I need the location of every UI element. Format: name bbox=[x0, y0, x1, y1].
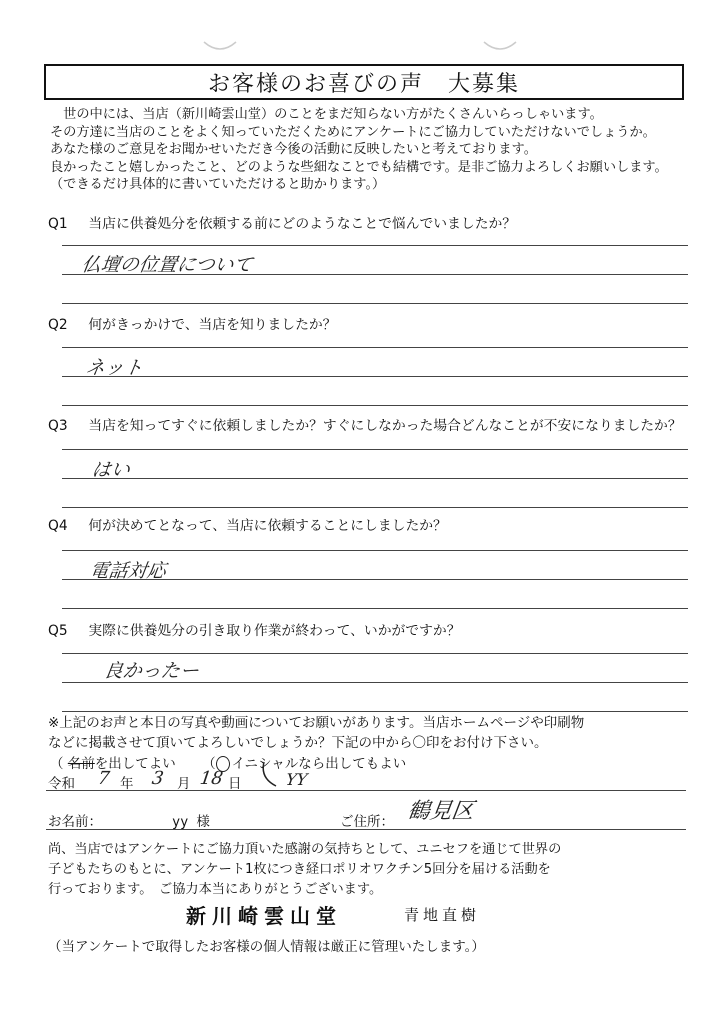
answer-2-handwriting: ネット bbox=[84, 357, 145, 379]
address-label: ご住所： bbox=[340, 814, 394, 830]
intro-line: あなた様のご意見をお聞かせいただき今後の活動に反映したいと考えております。 bbox=[50, 142, 537, 157]
date-year-unit: 年 bbox=[120, 776, 134, 792]
answer-line bbox=[62, 303, 688, 304]
answer-line bbox=[62, 376, 688, 377]
question-text: 当店に供養処分を依頼する前にどのようなことで悩んでいましたか？ bbox=[88, 216, 517, 232]
answer-line bbox=[62, 711, 688, 712]
address-handwriting: 鶴見区 bbox=[405, 799, 476, 824]
name-line bbox=[46, 829, 686, 830]
question-number: Q4 bbox=[48, 518, 68, 534]
page-title: お客様のお喜びの声 大募集 bbox=[44, 64, 684, 100]
date-era: 令和 bbox=[48, 776, 75, 792]
answer-3-handwriting: はい bbox=[90, 459, 132, 481]
question-3 bbox=[48, 414, 682, 434]
date-year: 7 bbox=[96, 768, 111, 789]
intro-line: 世の中には、当店（新川崎雲山堂）のことをまだ知らない方がたくさんいらっしゃいます。 bbox=[50, 107, 603, 122]
intro-line: その方達に当店のことをよく知っていただくためにアンケートにご協力していただけないでしょうか。 bbox=[50, 124, 656, 140]
answer-line bbox=[62, 405, 688, 406]
question-number: Q5 bbox=[48, 623, 68, 639]
answer-line bbox=[62, 478, 688, 479]
footer-line: 子どもたちのもとに、アンケート1枚につき経口ポリオワクチン5回分を届ける活動を bbox=[48, 862, 551, 877]
intro-text bbox=[50, 106, 700, 194]
question-text: 何がきっかけで、当店を知りましたか？ bbox=[88, 317, 337, 333]
intro-line: （できるだけ具体的に書いていただけると助かります。） bbox=[50, 177, 386, 192]
initials-handwriting: YY bbox=[284, 770, 309, 789]
consent-option-name[interactable]: 名前 bbox=[67, 756, 95, 772]
answer-line bbox=[62, 274, 688, 275]
question-2 bbox=[48, 313, 336, 333]
shop-name: 新川崎雲山堂 bbox=[186, 904, 342, 928]
punch-mark-right bbox=[480, 40, 520, 54]
intro-line: 良かったこと嬉しかったこと、どのような些細なことでも結構です。是非ご協力よろしくお願いします。 bbox=[50, 159, 668, 175]
paren: （ bbox=[50, 756, 64, 772]
answer-line bbox=[62, 608, 688, 609]
representative-name: 青地直樹 bbox=[404, 906, 481, 924]
question-4 bbox=[48, 514, 447, 534]
footer-line: 行っております。 ご協力本当にありがとうございます。 bbox=[48, 882, 383, 897]
answer-line bbox=[62, 653, 688, 654]
question-number: Q1 bbox=[48, 216, 68, 232]
notice-line: などに掲載させて頂いてよろしいでしょうか？下記の中から〇印をお付け下さい。 bbox=[48, 735, 548, 751]
consent-option-initials[interactable]: イニシャルなら出してもよい bbox=[231, 756, 407, 772]
notice-line: ※上記のお声と本日の写真や動画についてお願いがあります。当店ホームページや印刷物 bbox=[48, 715, 585, 731]
question-text: 何が決めてとなって、当店に依頼することにしましたか？ bbox=[88, 518, 447, 534]
date-month: 3 bbox=[150, 768, 165, 789]
question-text: 実際に供養処分の引き取り作業が終わって、いかがですか？ bbox=[88, 623, 461, 639]
punch-mark-left bbox=[200, 40, 240, 54]
publication-notice bbox=[48, 713, 584, 753]
paren: （ bbox=[202, 756, 216, 772]
answer-line bbox=[62, 449, 688, 450]
answer-line bbox=[62, 579, 688, 580]
question-text: 当店を知ってすぐに依頼しましたか？すぐにしなかった場合どんなことが不安になりましたか？ bbox=[88, 418, 682, 434]
privacy-note: （当アンケートで取得したお客様の個人情報は厳正に管理いたします。） bbox=[48, 939, 485, 955]
name-label: お名前： bbox=[48, 814, 102, 830]
answer-4-handwriting: 電話対応 bbox=[88, 560, 168, 582]
answer-line bbox=[62, 507, 688, 508]
consent-option-name-suffix: を出してよい bbox=[94, 756, 176, 772]
answer-1-handwriting: 仏壇の位置について bbox=[80, 254, 254, 276]
answer-line bbox=[62, 347, 688, 348]
date-month-unit: 月 bbox=[177, 776, 191, 792]
bracket-stroke-icon bbox=[258, 760, 282, 790]
answer-line bbox=[62, 682, 688, 683]
date-line bbox=[46, 790, 686, 791]
answer-line bbox=[62, 550, 688, 551]
question-number: Q3 bbox=[48, 418, 68, 434]
answer-line bbox=[62, 245, 688, 246]
date-day-unit: 日 bbox=[228, 776, 242, 792]
name-value: yy 様 bbox=[172, 814, 210, 830]
question-number: Q2 bbox=[48, 317, 68, 333]
date-day: 18 bbox=[198, 768, 225, 789]
footer-line: 尚、当店ではアンケートにご協力頂いた感謝の気持ちとして、ユニセフを通じて世界の bbox=[48, 842, 562, 857]
answer-5-handwriting: 良かったー bbox=[102, 660, 201, 682]
question-5 bbox=[48, 619, 461, 639]
question-1 bbox=[48, 212, 516, 232]
footer-text bbox=[48, 840, 688, 900]
